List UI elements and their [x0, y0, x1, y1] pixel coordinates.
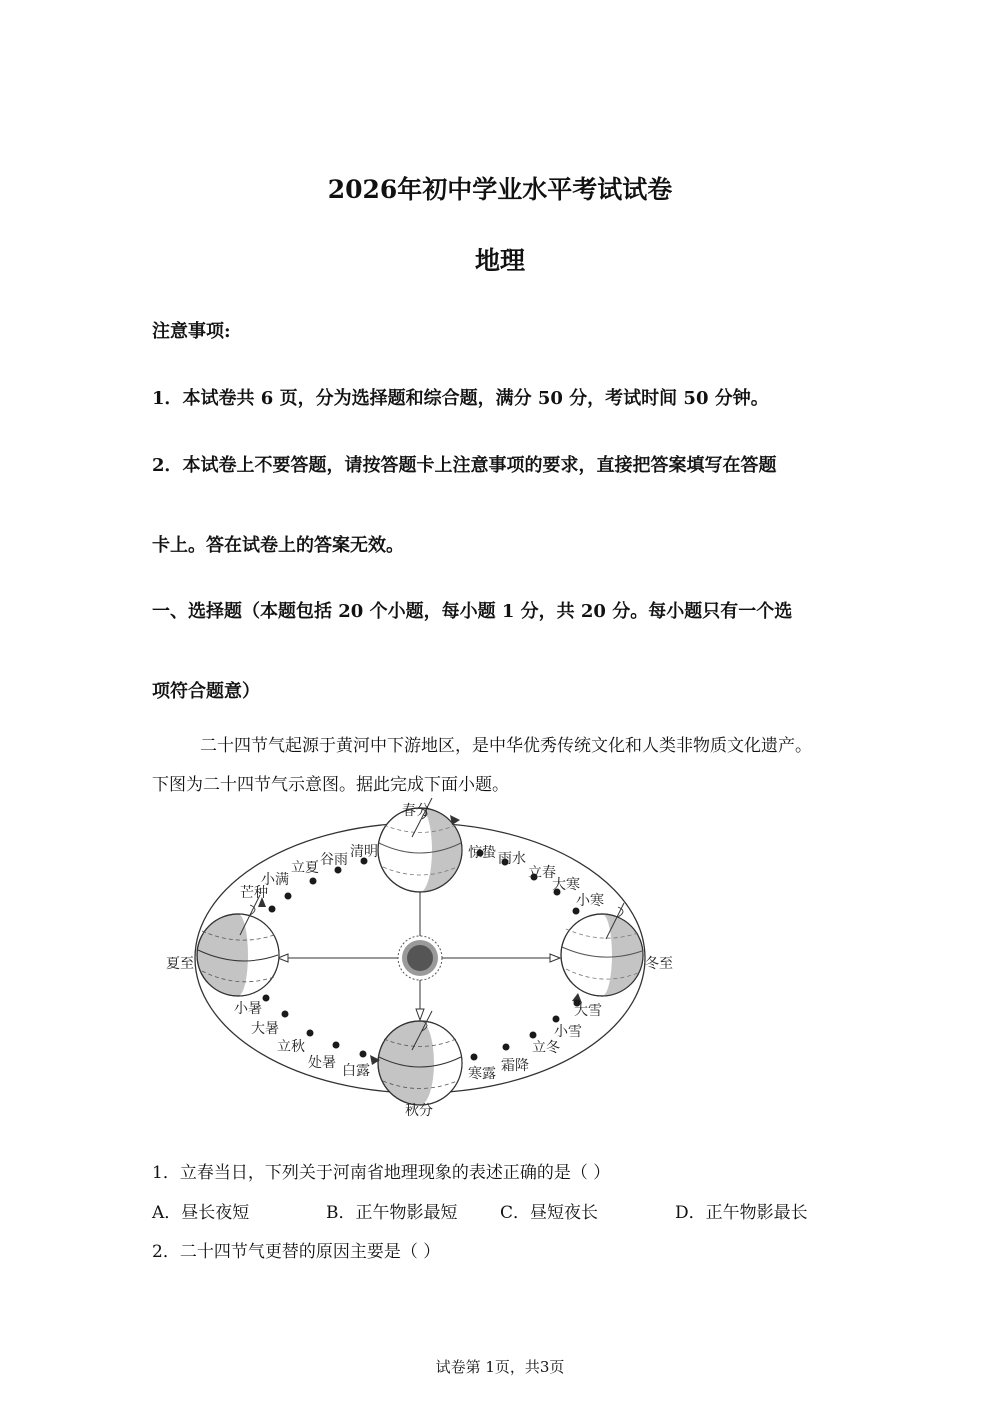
term-lixia: 立夏	[291, 860, 319, 876]
term-lichun: 立春	[528, 865, 556, 881]
term-bailu: 白露	[342, 1063, 370, 1079]
term-liqiu: 立秋	[277, 1039, 305, 1055]
term-xiaoman: 小满	[261, 872, 289, 888]
globe-dongzhi	[561, 903, 643, 996]
term-dahan: 大寒	[552, 877, 580, 893]
section-heading-line-1: 一、选择题（本题包括 20 个小题，每小题 1 分，共 20 分。每小题只有一个选	[152, 601, 793, 622]
term-qingming: 清明	[350, 844, 378, 860]
subject-title: 地理	[474, 246, 525, 275]
term-daxue: 大雪	[574, 1003, 602, 1019]
intro-line-1: 二十四节气起源于黄河中下游地区，是中华优秀传统文化和人类非物质文化遗产。	[200, 736, 812, 756]
term-hanlu: 寒露	[468, 1066, 496, 1082]
term-mangzhong: 芒种	[240, 885, 268, 901]
section-heading-line-2: 项符合题意）	[152, 681, 260, 702]
term-qiufen: 秋分	[405, 1103, 433, 1119]
term-yushui: 雨水	[498, 851, 526, 867]
notice-item-2-line-1: 2．本试卷上不要答题，请按答题卡上注意事项的要求，直接把答案填写在答题	[152, 455, 777, 476]
question-1-option-b: B．正午物影最短	[326, 1203, 458, 1223]
term-xiaoshu: 小暑	[234, 1001, 262, 1017]
globe-qiufen	[378, 1011, 462, 1105]
term-guyu: 谷雨	[320, 852, 348, 868]
arrow-down-icon	[416, 1009, 424, 1020]
solar-terms-diagram	[150, 795, 690, 1125]
exam-title: 2026年初中学业水平考试试卷	[327, 175, 673, 204]
term-chushu: 处暑	[308, 1055, 336, 1071]
term-dongzhi: 冬至	[645, 956, 673, 972]
term-chunfen: 春分	[402, 803, 430, 819]
intro-line-2: 下图为二十四节气示意图。据此完成下面小题。	[152, 775, 509, 795]
question-1-option-d: D．正午物影最长	[675, 1203, 808, 1223]
term-dashu: 大暑	[251, 1021, 279, 1037]
question-1-option-a: A．昼长夜短	[152, 1203, 250, 1223]
term-xiaoxue: 小雪	[554, 1024, 582, 1040]
term-xiaohan: 小寒	[576, 893, 604, 909]
term-shuangjiang: 霜降	[501, 1058, 529, 1074]
notice-heading: 注意事项:	[152, 321, 231, 342]
question-1-option-c: C．昼短夜长	[500, 1203, 599, 1223]
term-xiazhi: 夏至	[166, 956, 194, 972]
question-1-stem: 1．立春当日，下列关于河南省地理现象的表述正确的是（ ）	[152, 1163, 611, 1183]
term-jingzhe: 惊蛰	[468, 845, 496, 861]
page-footer: 试卷第 1页，共3页	[435, 1358, 565, 1376]
sun-icon	[398, 936, 442, 980]
arrow-right-icon	[550, 954, 560, 962]
notice-item-2-line-2: 卡上。答在试卷上的答案无效。	[152, 535, 404, 556]
term-lidong: 立冬	[532, 1040, 560, 1056]
question-2-stem: 2．二十四节气更替的原因主要是（ ）	[152, 1242, 441, 1262]
notice-item-1: 1．本试卷共 6 页，分为选择题和综合题，满分 50 分，考试时间 50 分钟。	[152, 388, 769, 409]
